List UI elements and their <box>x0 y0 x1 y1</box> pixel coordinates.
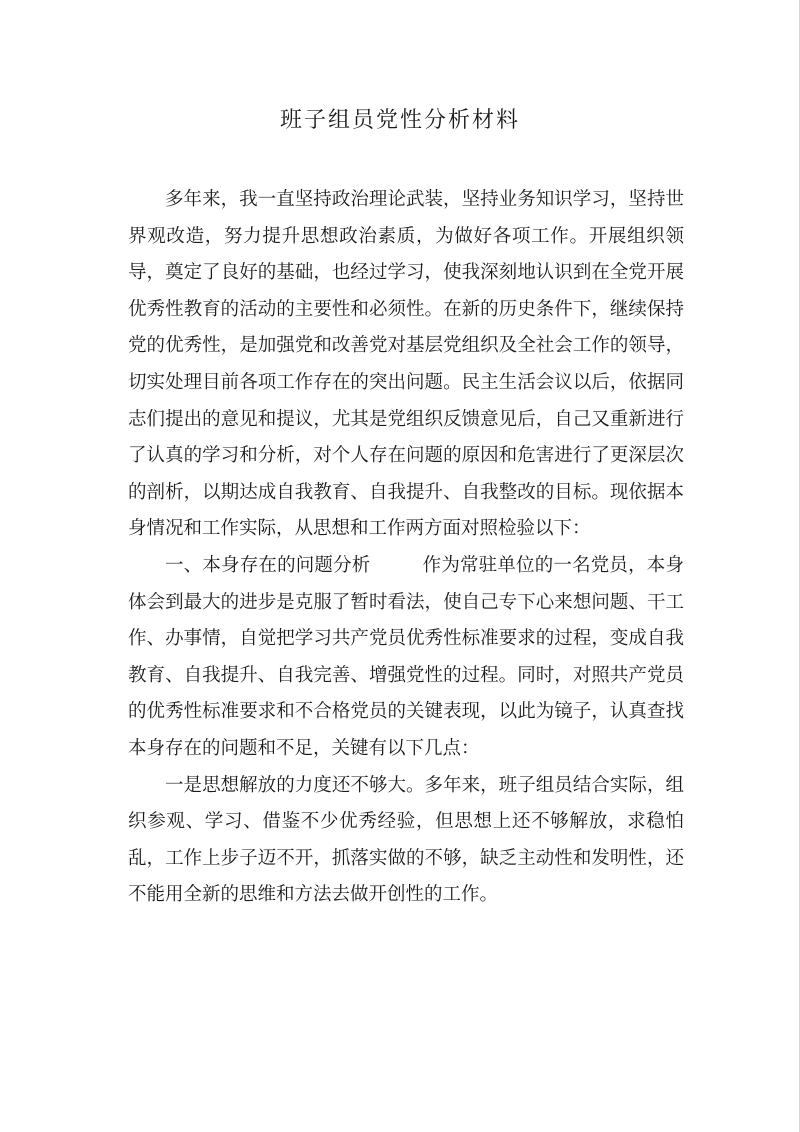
document-title: 班子组员党性分析材料 <box>279 108 520 133</box>
paragraph-problem-analysis <box>128 548 684 768</box>
paragraph-problem-analysis-text: 作为常驻单位的一名党员，本身体会到最大的进步是克服了暂时看法，使自己专下心来想问题、干工作、办事情，自觉把学习共产党员优秀性标准要求的过程，变成自我教育、自我提升、自我完善、增强党性的过程。同时，对照共产党员的优秀性标准要求和不合格党员的关键表现，以此为镜子，认真查找本身存在的问题和不足，关键有以下几点： <box>128 554 684 759</box>
paragraph-point-one <box>128 768 684 914</box>
document-body <box>128 182 684 914</box>
paragraph-intro-text: 多年来，我一直坚持政治理论武装，坚持业务知识学习，坚持世界观改造，努力提升思想政治素质，为做好各项工作。开展组织领导，奠定了良好的基础，也经过学习，使我深刻地认识到在全党开展优秀性教育的活动的主要性和必须性。在新的历史条件下，继续保持党的优秀性，是加强党和改善党对基层党组织及全社会工作的领导，切实处理目前各项工作存在的突出问题。民主生活会议以后，依据同志们提出的意见和提议，尤其是党组织反馈意见后，自己又重新进行了认真的学习和分析，对个人存在问题的原因和危害进行了更深层次的剖析，以期达成自我教育、自我提升、自我整改的目标。现依据本身情况和工作实际，从思想和工作两方面对照检验以下： <box>128 189 684 540</box>
paragraph-intro <box>128 182 684 548</box>
paragraph-point-one-text: 一是思想解放的力度还不够大。多年来，班子组员结合实际，组织参观、学习、借鉴不少优秀经验，但思想上还不够解放，求稳怕乱，工作上步子迈不开，抓落实做的不够，缺乏主动性和发明性，还不能用全新的思维和方法去做开创性的工作。 <box>128 774 684 906</box>
section-heading: 一、本身存在的问题分析 <box>165 554 371 576</box>
